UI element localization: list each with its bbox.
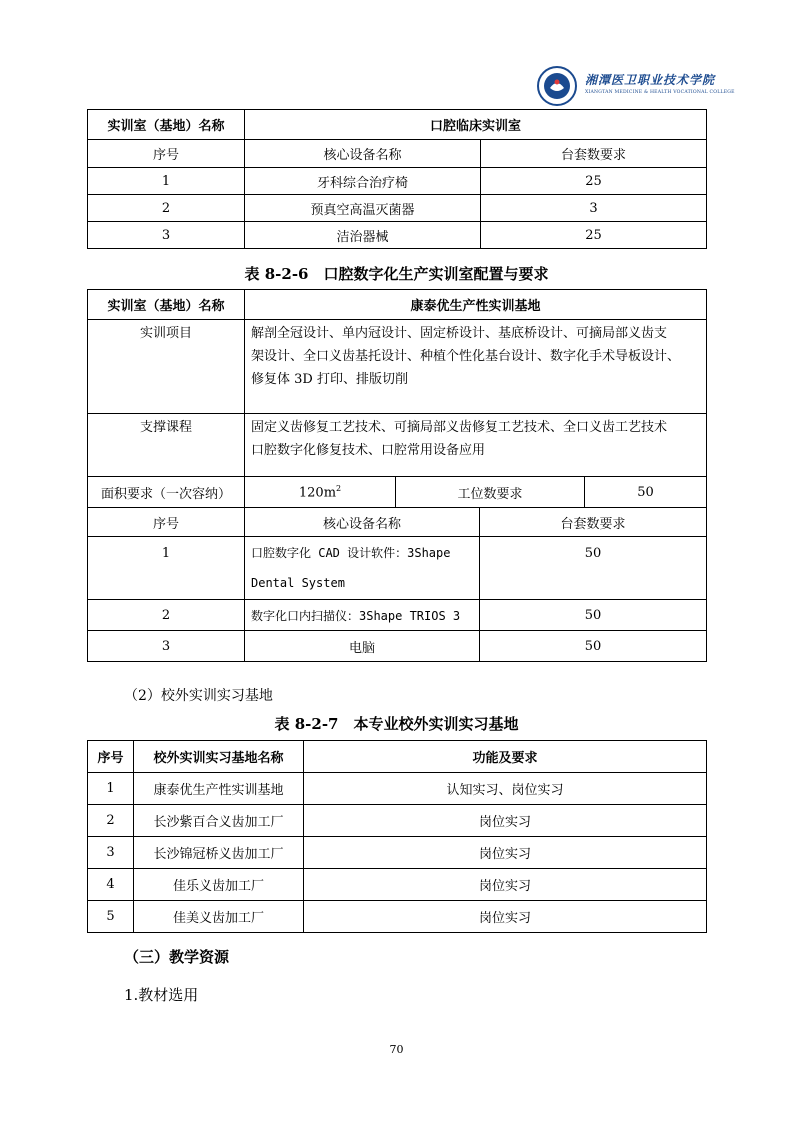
clinical-lab-table (87, 109, 707, 249)
course-content (245, 414, 707, 477)
course-line: 固定义齿修复工艺技术、可摘局部义齿修复工艺技术、全口义齿工艺技术 (251, 420, 668, 435)
col-header-name: 校外实训实习基地名称 (134, 741, 304, 773)
table-row (88, 195, 707, 222)
row-count: 25 (481, 168, 707, 195)
station-value: 50 (585, 477, 707, 508)
col-header-no: 序号 (88, 741, 134, 773)
project-line: 修复体 3D 打印、排版切削 (251, 372, 408, 387)
row-count: 50 (480, 537, 707, 600)
table-row (88, 837, 707, 869)
section-offsite-heading: （2）校外实训实习基地 (124, 688, 273, 704)
table-row (88, 773, 707, 805)
table-row (88, 222, 707, 249)
table-row (88, 805, 707, 837)
row-equipment: 电脑 (245, 631, 480, 662)
col-header-equipment: 核心设备名称 (245, 508, 480, 537)
row-no: 3 (88, 631, 245, 662)
page-number: 70 (389, 1043, 404, 1056)
row-equipment: 洁治器械 (245, 222, 481, 249)
section-resources-heading: （三）教学资源 (124, 948, 230, 966)
table-row (88, 600, 707, 631)
row-name: 佳美义齿加工厂 (134, 901, 304, 933)
row-name: 康泰优生产性实训基地 (134, 773, 304, 805)
row-equipment: 预真空高温灭菌器 (245, 195, 481, 222)
row-count: 50 (480, 631, 707, 662)
offsite-base-table (87, 740, 707, 933)
area-unit-sup: 2 (336, 483, 342, 493)
project-label: 实训项目 (88, 320, 245, 414)
row-no: 2 (88, 600, 245, 631)
college-name: 湘潭医卫职业技术学院 (585, 73, 716, 87)
col-header-count: 台套数要求 (481, 140, 707, 168)
digital-lab-table (87, 289, 707, 662)
row-equipment: 牙科综合治疗椅 (245, 168, 481, 195)
row-no: 3 (88, 837, 134, 869)
col-header-no: 序号 (88, 140, 245, 168)
lab-name-label: 实训室（基地）名称 (88, 110, 245, 140)
station-label: 工位数要求 (396, 477, 585, 508)
row-no: 1 (88, 773, 134, 805)
row-function: 岗位实习 (304, 901, 707, 933)
row-no: 5 (88, 901, 134, 933)
row-no: 3 (88, 222, 245, 249)
row-function: 岗位实习 (304, 805, 707, 837)
row-count: 3 (481, 195, 707, 222)
course-label: 支撑课程 (88, 414, 245, 477)
table-8-2-7-caption: 表 8-2-7 本专业校外实训实习基地 (274, 715, 519, 733)
equipment-line: Dental System (251, 576, 345, 590)
equipment-line: 口腔数字化 CAD 设计软件：3Shape (251, 546, 451, 560)
row-no: 1 (88, 168, 245, 195)
row-name: 长沙锦冠桥义齿加工厂 (134, 837, 304, 869)
table-row (88, 869, 707, 901)
lab-name-value: 口腔临床实训室 (245, 110, 707, 140)
section-textbook-heading: 1.教材选用 (124, 986, 199, 1004)
row-no: 1 (88, 537, 245, 600)
row-name: 佳乐义齿加工厂 (134, 869, 304, 901)
row-function: 岗位实习 (304, 837, 707, 869)
college-seal-icon (537, 66, 577, 106)
lab-name-value: 康泰优生产性实训基地 (245, 290, 707, 320)
row-count: 25 (481, 222, 707, 249)
table-row (88, 631, 707, 662)
col-header-count: 台套数要求 (480, 508, 707, 537)
row-function: 岗位实习 (304, 869, 707, 901)
row-equipment (245, 537, 480, 600)
college-logo (537, 66, 735, 106)
table-row (88, 537, 707, 600)
table-row (88, 901, 707, 933)
row-function: 认知实习、岗位实习 (304, 773, 707, 805)
lab-name-label: 实训室（基地）名称 (88, 290, 245, 320)
col-header-function: 功能及要求 (304, 741, 707, 773)
college-english-name: XIANGTAN MEDICINE & HEALTH VOCATIONAL COLLEGE (585, 90, 735, 95)
row-no: 2 (88, 805, 134, 837)
row-equipment: 数字化口内扫描仪：3Shape TRIOS 3 (245, 600, 480, 631)
course-line: 口腔数字化修复技术、口腔常用设备应用 (251, 443, 486, 458)
table-8-2-6-caption: 表 8-2-6 口腔数字化生产实训室配置与要求 (244, 265, 549, 283)
project-line: 解剖全冠设计、单内冠设计、固定桥设计、基底桥设计、可摘局部义齿支 (251, 326, 668, 341)
area-value (245, 477, 396, 508)
col-header-no: 序号 (88, 508, 245, 537)
project-line: 架设计、全口义齿基托设计、种植个性化基台设计、数字化手术导板设计、 (251, 349, 681, 364)
row-count: 50 (480, 600, 707, 631)
row-no: 2 (88, 195, 245, 222)
table-row (88, 168, 707, 195)
area-label: 面积要求（一次容纳） (88, 477, 245, 508)
row-no: 4 (88, 869, 134, 901)
area-number: 120m (298, 485, 337, 501)
row-name: 长沙紫百合义齿加工厂 (134, 805, 304, 837)
col-header-equipment: 核心设备名称 (245, 140, 481, 168)
project-content (245, 320, 707, 414)
